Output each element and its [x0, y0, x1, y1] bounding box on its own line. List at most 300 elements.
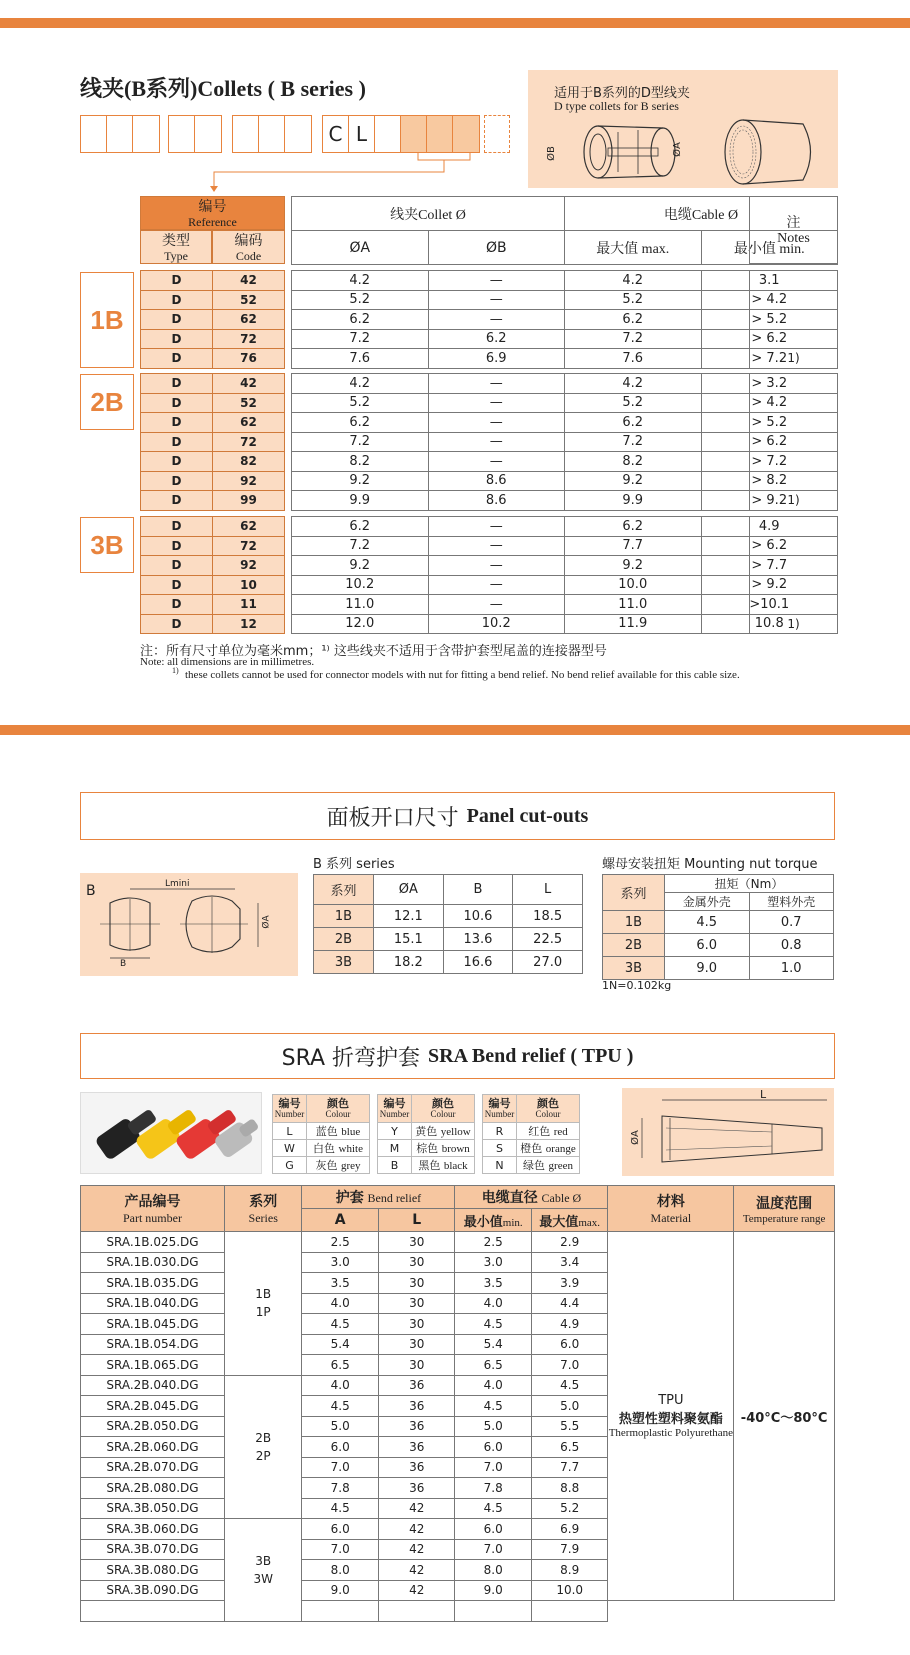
collet-cell-min: > 5.2 [701, 310, 838, 330]
collet-cell-a: 7.2 [292, 329, 429, 349]
series-cell: 18.5 [513, 905, 583, 928]
notes-row [750, 310, 838, 330]
bend-relief-drawing [622, 1088, 834, 1176]
code-cell: 92 [213, 471, 285, 491]
value-cell: 36 [378, 1375, 455, 1396]
value-cell: 4.9 [531, 1314, 608, 1335]
notes-row [750, 517, 838, 537]
collet-cell-a: 11.0 [292, 595, 429, 615]
notes-row [750, 614, 838, 634]
notes-cell [750, 310, 838, 330]
collet-cell-b: 10.2 [428, 614, 565, 634]
collet-cell-a: 4.2 [292, 271, 429, 291]
type-cell: D [141, 614, 213, 634]
series-cell: 15.1 [374, 928, 444, 951]
collet-cell-b: — [428, 393, 565, 413]
type-cell: D [141, 432, 213, 452]
part-number-cell: SRA.2B.045.DG [81, 1396, 225, 1417]
notes-table-1B [749, 270, 838, 369]
reference-row [141, 374, 285, 394]
series-cell: 10.6 [443, 905, 513, 928]
panel-title-cn: 面板开口尺寸 [326, 805, 459, 831]
value-cell: 7.8 [455, 1478, 532, 1499]
value-cell: 4.0 [302, 1293, 379, 1314]
type-header [140, 230, 212, 264]
series-cell: 3B [314, 951, 374, 974]
torque-cell: 1.0 [749, 957, 834, 980]
bend-drawing-label-l: L [760, 1088, 767, 1101]
bend-title-en: SRA Bend relief ( TPU ) [428, 1044, 634, 1067]
colour-colour-header: 颜色 Colour [307, 1095, 370, 1123]
value-cell: 42 [378, 1519, 455, 1540]
colour-code: W [273, 1140, 307, 1157]
colour-name: 黑色 black [412, 1157, 475, 1174]
reference-header [140, 196, 285, 230]
reference-row [141, 310, 285, 330]
colour-legend-table [377, 1094, 475, 1174]
value-cell: 30 [378, 1293, 455, 1314]
colour-colour-header: 颜色 Colour [517, 1095, 580, 1123]
collet-cell-b: 6.9 [428, 349, 565, 369]
part-number-cell: SRA.3B.080.DG [81, 1560, 225, 1581]
code-cell: 62 [213, 517, 285, 537]
collet-cell-max: 4.2 [565, 374, 702, 394]
collet-cell-b: — [428, 432, 565, 452]
material-header: 材料 Material [608, 1186, 734, 1232]
collet-header: 线夹Collet Ø [292, 197, 565, 231]
value-cell: 4.4 [531, 1293, 608, 1314]
notes-cell [750, 393, 838, 413]
group-label-1b: 1B [80, 272, 134, 368]
colour-legend-row [483, 1123, 580, 1140]
colour-code: N [483, 1157, 517, 1174]
value-cell: 9.0 [455, 1580, 532, 1601]
colour-code: R [483, 1123, 517, 1140]
collet-cell-a: 7.6 [292, 349, 429, 369]
code-cell: 72 [213, 536, 285, 556]
collet-cell-a: 7.2 [292, 432, 429, 452]
value-cell: 4.5 [302, 1498, 379, 1519]
torque-series-header: 系列 [603, 875, 665, 911]
value-cell [531, 1601, 608, 1622]
colour-code: G [273, 1157, 307, 1174]
type-cell: D [141, 329, 213, 349]
colour-name: 绿色 green [517, 1157, 580, 1174]
collet-cell-min: > 9.2 [701, 575, 838, 595]
col-min-header: 最小值 min. [701, 231, 838, 265]
torque-plastic-header: 塑料外壳 [749, 893, 834, 911]
collet-cell-a: 5.2 [292, 393, 429, 413]
value-cell: 7.0 [531, 1355, 608, 1376]
collet-cell-max: 9.9 [565, 491, 702, 511]
material-cell: TPU 热塑性塑料聚氨酯 Thermoplastic Polyurethane [608, 1232, 734, 1601]
value-cell: 36 [378, 1396, 455, 1417]
part-number-cell: SRA.3B.060.DG [81, 1519, 225, 1540]
collet-cell-a: 12.0 [292, 614, 429, 634]
collet-cell-b: — [428, 413, 565, 433]
collets-title: 线夹(B系列)Collets ( B series ) [80, 76, 366, 101]
part-number-cell: SRA.2B.050.DG [81, 1416, 225, 1437]
collet-cell-min: > 7.2 [701, 452, 838, 472]
series-col-header: 系列 [314, 875, 374, 905]
value-cell: 36 [378, 1478, 455, 1499]
value-cell: 7.0 [302, 1457, 379, 1478]
collet-cell-a: 8.2 [292, 452, 429, 472]
notes-row [750, 595, 838, 615]
series-cell: 1B 1P [224, 1232, 302, 1376]
reference-table-1B [140, 270, 285, 369]
collet-cell-max: 6.2 [565, 413, 702, 433]
code-letter-l: L [349, 116, 375, 152]
series-row [314, 905, 583, 928]
series-table [313, 874, 583, 974]
type-cell: D [141, 536, 213, 556]
colour-colour-header: 颜色 Colour [412, 1095, 475, 1123]
notes-row [750, 575, 838, 595]
notes-header [749, 196, 838, 264]
value-cell: 4.0 [302, 1375, 379, 1396]
colour-legend-row [378, 1123, 475, 1140]
series-col-oa: ØA [374, 875, 444, 905]
collet-cell-b: — [428, 310, 565, 330]
code-cell: 42 [213, 374, 285, 394]
type-cell: D [141, 471, 213, 491]
collet-cell-a: 10.2 [292, 575, 429, 595]
series-cell: 22.5 [513, 928, 583, 951]
collet-cell-a: 6.2 [292, 413, 429, 433]
value-cell: 5.0 [302, 1416, 379, 1437]
min-header: 最小值min. [455, 1209, 532, 1232]
value-cell: 5.5 [531, 1416, 608, 1437]
value-cell: 5.2 [531, 1498, 608, 1519]
bend-relief-shape [622, 1088, 834, 1176]
value-cell: 30 [378, 1252, 455, 1273]
collet-cell-b: 8.6 [428, 471, 565, 491]
value-cell: 4.5 [531, 1375, 608, 1396]
series-cell: 27.0 [513, 951, 583, 974]
torque-row [603, 957, 834, 980]
value-cell: 7.0 [455, 1539, 532, 1560]
code-box-dashed [484, 115, 510, 153]
colour-name: 白色 white [307, 1140, 370, 1157]
notes-row [750, 471, 838, 491]
part-number-cell: SRA.2B.040.DG [81, 1375, 225, 1396]
notes-table-2B [749, 373, 838, 511]
notes-row [750, 374, 838, 394]
collet-cell-min: 4.9 [701, 517, 838, 537]
value-cell: 6.5 [455, 1355, 532, 1376]
reference-row [141, 349, 285, 369]
value-cell: 30 [378, 1273, 455, 1294]
collet-cell-b: — [428, 536, 565, 556]
bend-title-prefix: SRA 折弯护套 [281, 1045, 421, 1071]
code-header-en: Code [235, 249, 262, 263]
illustration-caption-en: D type collets for B series [554, 99, 679, 113]
collet-cell-max: 6.2 [565, 517, 702, 537]
value-cell: 6.9 [531, 1519, 608, 1540]
type-cell: D [141, 452, 213, 472]
value-cell: 3.5 [302, 1273, 379, 1294]
bend-drawing-label-oa: ØA [629, 1130, 641, 1145]
part-number-cell: SRA.1B.054.DG [81, 1334, 225, 1355]
series-cell: 1B [314, 905, 374, 928]
reference-row [141, 413, 285, 433]
reference-header-cn: 编号 [198, 199, 227, 215]
cutout-shapes [80, 873, 298, 976]
value-cell: 5.4 [455, 1334, 532, 1355]
collet-cell-min: > 9.2 [701, 491, 838, 511]
value-cell: 7.0 [302, 1539, 379, 1560]
collet-cell-min: > 8.2 [701, 471, 838, 491]
notes-cell [750, 432, 838, 452]
value-cell: 6.0 [455, 1437, 532, 1458]
notes-cell [750, 536, 838, 556]
torque-row [603, 934, 834, 957]
type-cell: D [141, 310, 213, 330]
reference-row [141, 271, 285, 291]
reference-row [141, 491, 285, 511]
drawing-label-lmini: Lmini [165, 879, 190, 889]
collet-cell-max: 8.2 [565, 452, 702, 472]
collet-cell-min: > 7.2 [701, 349, 838, 369]
type-cell: D [141, 290, 213, 310]
col-max-header: 最大值 max. [565, 231, 702, 265]
table-row [81, 1232, 835, 1253]
notes-cell [750, 374, 838, 394]
part-number-cell: SRA.3B.090.DG [81, 1580, 225, 1601]
series-cell: 16.6 [443, 951, 513, 974]
group-label-2b: 2B [80, 374, 134, 430]
col-b-header: ØB [428, 231, 565, 265]
value-cell: 3.0 [302, 1252, 379, 1273]
torque-row [603, 911, 834, 934]
value-cell: 3.5 [455, 1273, 532, 1294]
collet-cell-min: > 4.2 [701, 290, 838, 310]
value-cell: 5.4 [302, 1334, 379, 1355]
type-header-en: Type [164, 249, 188, 263]
colour-legend-row [273, 1123, 370, 1140]
drawing-label-bdim: B [120, 959, 127, 969]
collet-cell-min: > 6.2 [701, 329, 838, 349]
panel-cutouts-title [80, 792, 835, 840]
illustration-caption-cn: 适用于B系列的D型线夹 [554, 86, 690, 101]
part-number-cell: SRA.1B.025.DG [81, 1232, 225, 1253]
value-cell: 6.0 [302, 1437, 379, 1458]
temperature-cell: -40°C～80°C [734, 1232, 835, 1601]
collet-cell-max: 4.2 [565, 271, 702, 291]
collet-cell-max: 11.9 [565, 614, 702, 634]
torque-metal-header: 金属外壳 [665, 893, 750, 911]
collet-cell-b: — [428, 374, 565, 394]
value-cell: 4.5 [455, 1498, 532, 1519]
code-cell: 62 [213, 413, 285, 433]
value-cell: 4.0 [455, 1293, 532, 1314]
code-box-1 [80, 115, 160, 153]
type-cell: D [141, 349, 213, 369]
reference-row [141, 517, 285, 537]
series-cell: 13.6 [443, 928, 513, 951]
collet-cell-min: > 7.7 [701, 556, 838, 576]
notes-row [750, 556, 838, 576]
value-cell: 5.0 [531, 1396, 608, 1417]
value-cell: 2.9 [531, 1232, 608, 1253]
colour-number-header: 编号 Number [483, 1095, 517, 1123]
colour-legend-row [378, 1157, 475, 1174]
note-footnote-mark: 1) [172, 666, 179, 675]
series-header: 系列 Series [224, 1186, 302, 1232]
value-cell: 36 [378, 1457, 455, 1478]
notes-cell [750, 595, 838, 615]
notes-cell [750, 452, 838, 472]
value-cell: 8.9 [531, 1560, 608, 1581]
reference-table-3B [140, 516, 285, 634]
torque-caption: 螺母安装扭矩 Mounting nut torque [602, 857, 818, 872]
torque-cell: 4.5 [665, 911, 750, 934]
value-cell: 4.5 [455, 1314, 532, 1335]
notes-row [750, 271, 838, 291]
collet-cell-b: — [428, 290, 565, 310]
value-cell: 30 [378, 1355, 455, 1376]
reference-row [141, 614, 285, 634]
reference-row [141, 536, 285, 556]
torque-group-header: 扭矩（Nm） [665, 875, 834, 893]
reference-row [141, 329, 285, 349]
part-number-cell: SRA.2B.070.DG [81, 1457, 225, 1478]
collet-cell-min: > 4.2 [701, 393, 838, 413]
value-cell: 7.8 [302, 1478, 379, 1499]
notes-row [750, 491, 838, 511]
torque-cell: 3B [603, 957, 665, 980]
notes-cell [750, 290, 838, 310]
value-cell: 3.9 [531, 1273, 608, 1294]
notes-cell [750, 271, 838, 291]
code-cell: 72 [213, 329, 285, 349]
label-ob: ØB [545, 146, 557, 161]
value-cell: 8.0 [455, 1560, 532, 1581]
code-cell: 11 [213, 595, 285, 615]
notes-row [750, 536, 838, 556]
cable-header: 电缆Cable Ø [565, 197, 838, 231]
col-a-header: ØA [292, 231, 429, 265]
series-col-b: B [443, 875, 513, 905]
code-cell: 52 [213, 393, 285, 413]
code-cell: 92 [213, 556, 285, 576]
colour-name: 黄色 yellow [412, 1123, 475, 1140]
value-cell: 36 [378, 1437, 455, 1458]
reference-row [141, 575, 285, 595]
colour-code: S [483, 1140, 517, 1157]
collet-cell-a: 9.2 [292, 471, 429, 491]
part-number-cell: SRA.1B.040.DG [81, 1293, 225, 1314]
code-connector-lines [200, 150, 480, 195]
value-cell: 4.5 [302, 1314, 379, 1335]
value-cell: 10.0 [531, 1580, 608, 1601]
value-cell: 42 [378, 1539, 455, 1560]
colour-code: B [378, 1157, 412, 1174]
colour-legend-table [482, 1094, 580, 1174]
value-cell: 8.0 [302, 1560, 379, 1581]
label-oa: ØA [671, 142, 683, 157]
value-cell: 2.5 [302, 1232, 379, 1253]
collet-cell-max: 9.2 [565, 471, 702, 491]
collet-cell-b: — [428, 595, 565, 615]
code-cell: 10 [213, 575, 285, 595]
collet-cell-min: 3.1 [701, 271, 838, 291]
notes-cell [750, 575, 838, 595]
colour-legend-row [273, 1157, 370, 1174]
notes-row [750, 329, 838, 349]
code-box-3 [232, 115, 312, 153]
reference-row [141, 595, 285, 615]
value-cell [378, 1601, 455, 1622]
series-col-l: L [513, 875, 583, 905]
notes-cell [750, 556, 838, 576]
series-row [314, 928, 583, 951]
a-header: A [302, 1209, 379, 1232]
code-box-2 [168, 115, 222, 153]
reference-header-en: Reference [188, 215, 237, 229]
collet-cell-min: 10.8 [701, 614, 838, 634]
type-cell: D [141, 575, 213, 595]
notes-table-3B [749, 516, 838, 634]
notes-cell [750, 329, 838, 349]
group-label-3b: 3B [80, 517, 134, 573]
notes-header-cn: 注 [786, 215, 801, 231]
value-cell: 3.0 [455, 1252, 532, 1273]
collet-cell-b: 8.6 [428, 491, 565, 511]
bend-relief-header: 护套 Bend relief [302, 1186, 455, 1209]
reference-row [141, 290, 285, 310]
notes-row [750, 349, 838, 369]
torque-cell: 1B [603, 911, 665, 934]
collet-cell-max: 6.2 [565, 310, 702, 330]
torque-cell: 2B [603, 934, 665, 957]
collet-cell-max: 9.2 [565, 556, 702, 576]
value-cell: 36 [378, 1416, 455, 1437]
colour-legend-header [483, 1095, 580, 1123]
type-cell: D [141, 393, 213, 413]
part-number-cell: SRA.2B.080.DG [81, 1478, 225, 1499]
collet-cell-max: 7.2 [565, 329, 702, 349]
value-cell [455, 1601, 532, 1622]
colour-name: 棕色 brown [412, 1140, 475, 1157]
collet-cell-b: — [428, 517, 565, 537]
cable-diameter-header: 电缆直径 Cable Ø [455, 1186, 608, 1209]
colour-name: 红色 red [517, 1123, 580, 1140]
colour-legend-table [272, 1094, 370, 1174]
value-cell [302, 1601, 379, 1622]
code-cell: 12 [213, 614, 285, 634]
collet-cell-b: — [428, 271, 565, 291]
collet-cell-a: 4.2 [292, 374, 429, 394]
collet-cell-a: 6.2 [292, 310, 429, 330]
series-cell: 2B 2P [224, 1375, 302, 1519]
value-cell: 6.0 [455, 1519, 532, 1540]
collet-cell-a: 9.2 [292, 556, 429, 576]
torque-cell: 0.8 [749, 934, 834, 957]
notes-row [750, 413, 838, 433]
reference-row [141, 556, 285, 576]
value-cell: 6.0 [302, 1519, 379, 1540]
collet-cell-min: > 5.2 [701, 413, 838, 433]
reference-row [141, 393, 285, 413]
value-cell: 30 [378, 1314, 455, 1335]
type-cell: D [141, 413, 213, 433]
notes-cell: 1) [750, 491, 838, 511]
colour-name: 橙色 orange [517, 1140, 580, 1157]
torque-table [602, 874, 834, 980]
part-number-cell: SRA.1B.035.DG [81, 1273, 225, 1294]
